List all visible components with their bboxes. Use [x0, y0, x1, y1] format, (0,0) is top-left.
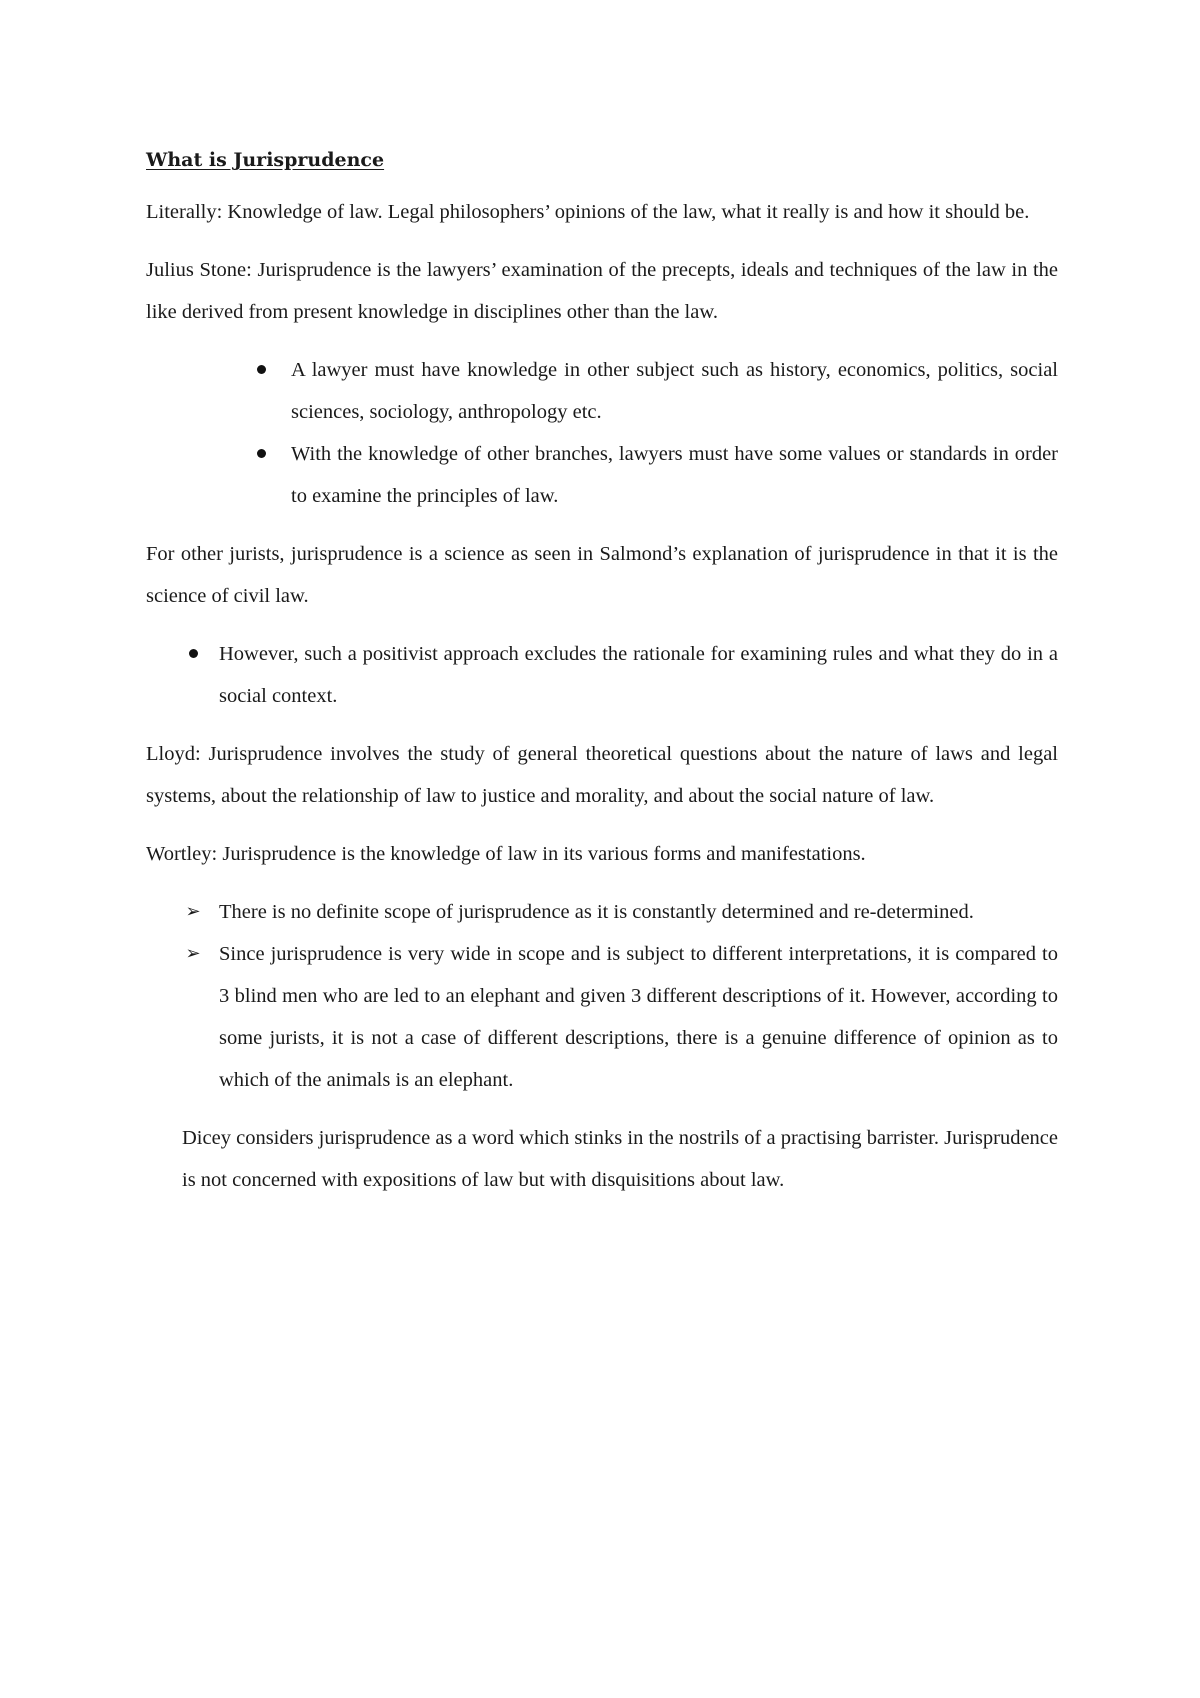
list-item	[185, 933, 1058, 1101]
arrowhead-bullet-icon: ➢	[185, 901, 201, 922]
list-item-text: There is no definite scope of jurisprudence as it is constantly determined and re-determined.	[219, 901, 974, 923]
paragraph-lloyd: Lloyd: Jurisprudence involves the study of general theoretical questions about the nature of laws and legal systems, about the relationship of law to justice and morality, and about the social nature of law.	[146, 743, 1058, 807]
list-item	[219, 633, 1058, 717]
document-body	[146, 145, 1058, 1217]
paragraph-salmond: For other jurists, jurisprudence is a science as seen in Salmond’s explanation of jurisprudence in that it is the science of civil law.	[146, 543, 1058, 607]
paragraph-wortley: Wortley: Jurisprudence is the knowledge of law in its various forms and manifestations.	[146, 843, 866, 865]
bullet-list-positivist	[146, 633, 1058, 717]
paragraph-julius-stone: Julius Stone: Jurisprudence is the lawyers’ examination of the precepts, ideals and techniques of the law in the like derived from present knowledge in disciplines other than the law.	[146, 259, 1058, 323]
paragraph-dicey: Dicey considers jurisprudence as a word which stinks in the nostrils of a practising barrister. Jurisprudence is not concerned with expositions of law but with disquisitions about law.	[182, 1127, 1058, 1191]
list-item	[291, 349, 1058, 433]
filled-circle-bullet-icon	[251, 433, 271, 475]
paragraph-literally: Literally: Knowledge of law. Legal philosophers’ opinions of the law, what it really is and how it should be.	[146, 201, 1030, 223]
list-item-text: A lawyer must have knowledge in other subject such as history, economics, politics, social sciences, sociology, anthropology etc.	[291, 359, 1058, 423]
list-item	[291, 433, 1058, 517]
page-title: What is Jurisprudence	[146, 149, 385, 171]
arrow-list-scope	[146, 891, 1058, 1101]
list-item	[185, 891, 1058, 933]
list-item-text: With the knowledge of other branches, lawyers must have some values or standards in order to examine the principles of law.	[291, 443, 1058, 507]
list-item-text: However, such a positivist approach excludes the rationale for examining rules and what they do in a social context.	[219, 643, 1058, 707]
filled-circle-bullet-icon	[183, 633, 203, 675]
list-item-text: Since jurisprudence is very wide in scope and is subject to different interpretations, it is compared to 3 blind men who are led to an elephant and given 3 different descriptions of it. However, according to some jurists, it is not a case of different descriptions, there is a genuine difference of opinion as to which of the animals is an elephant.	[219, 943, 1058, 1091]
bullet-list-stone	[146, 349, 1058, 517]
filled-circle-bullet-icon	[251, 349, 271, 391]
arrowhead-bullet-icon: ➢	[185, 943, 201, 964]
